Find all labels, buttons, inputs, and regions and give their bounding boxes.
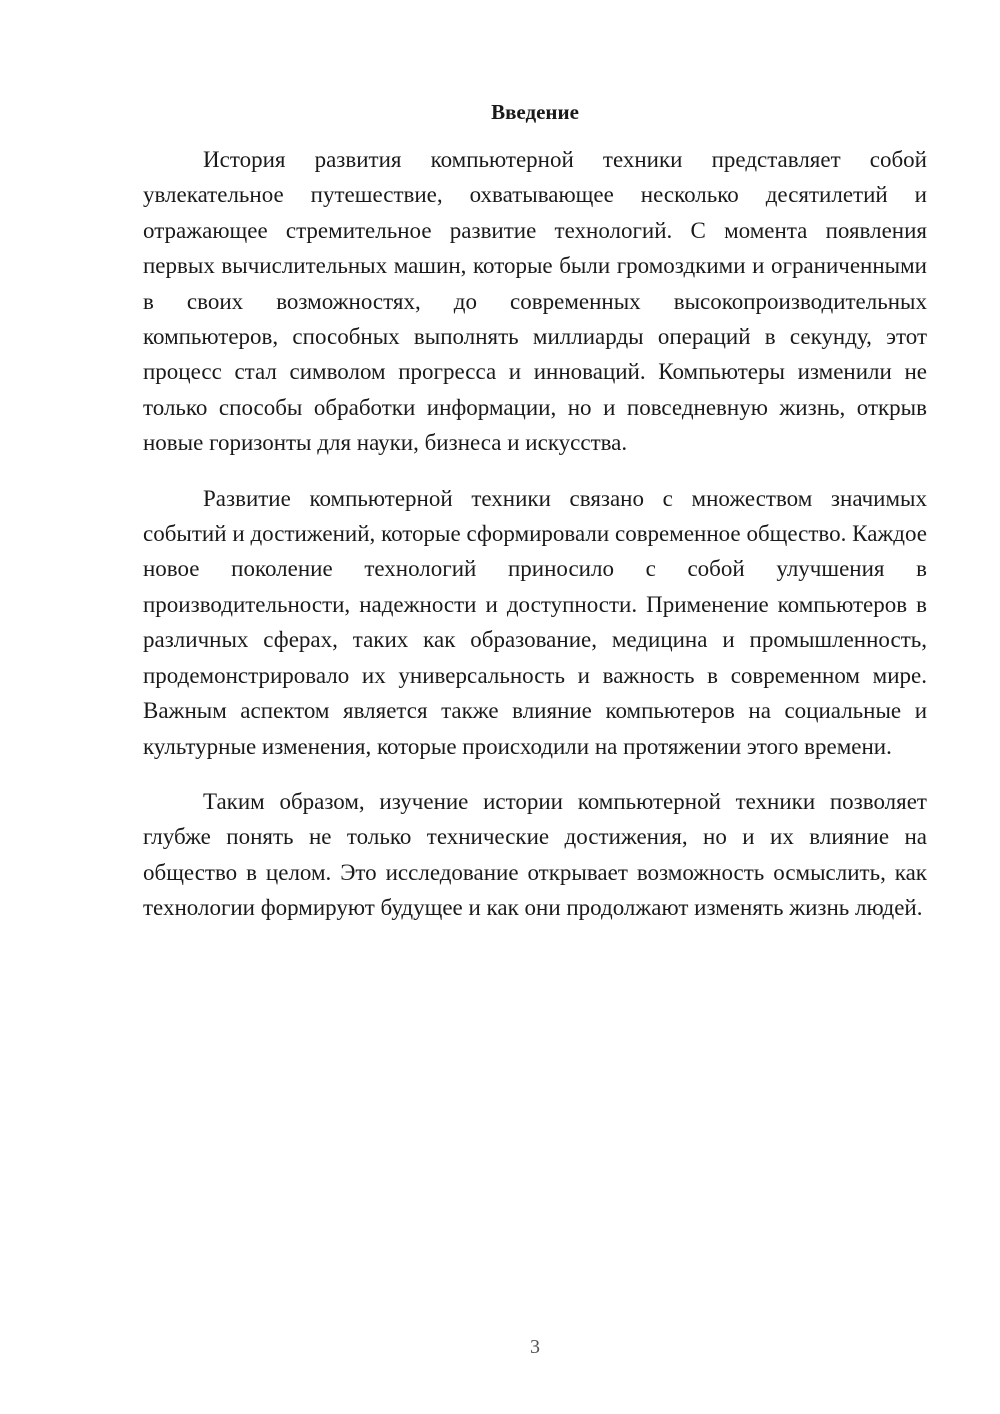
paragraph-2: Развитие компьютерной техники связано с множеством значимых событий и достижений, которые сформировали современное общество. Каждое новое поколение технологий приносило с собой улучшения в производительности, надежности и доступности. Применение компьютеров в различных сферах, таких как образование, медицина и промышленность, продемонстрировало их универсальность и важность в современном мире. Важным аспектом является также влияние компьютеров на социальные и культурные изменения, которые происходили на протяжении этого времени. (143, 485, 927, 759)
paragraph-3: Таким образом, изучение истории компьютерной техники позволяет глубже понять не только технические достижения, но и их влияние на общество в целом. Это исследование открывает возможность осмыслить, как технологии формируют будущее и как они продолжают изменять жизнь людей. (143, 788, 927, 921)
page-number: 3 (530, 1336, 540, 1358)
body-text (143, 142, 927, 946)
paragraph-1: История развития компьютерной техники представляет собой увлекательное путешествие, охватывающее несколько десятилетий и отражающее стремительное развитие технологий. С момента появления первых вычислительных машин, которые были громоздкими и ограниченными в своих возможностях, до современных высокопроизводительных компьютеров, способных выполнять миллиарды операций в секунду, этот процесс стал символом прогресса и инноваций. Компьютеры изменили не только способы обработки информации, но и повседневную жизнь, открыв новые горизонты для науки, бизнеса и искусства. (143, 147, 927, 456)
page-title: Введение (491, 100, 579, 124)
